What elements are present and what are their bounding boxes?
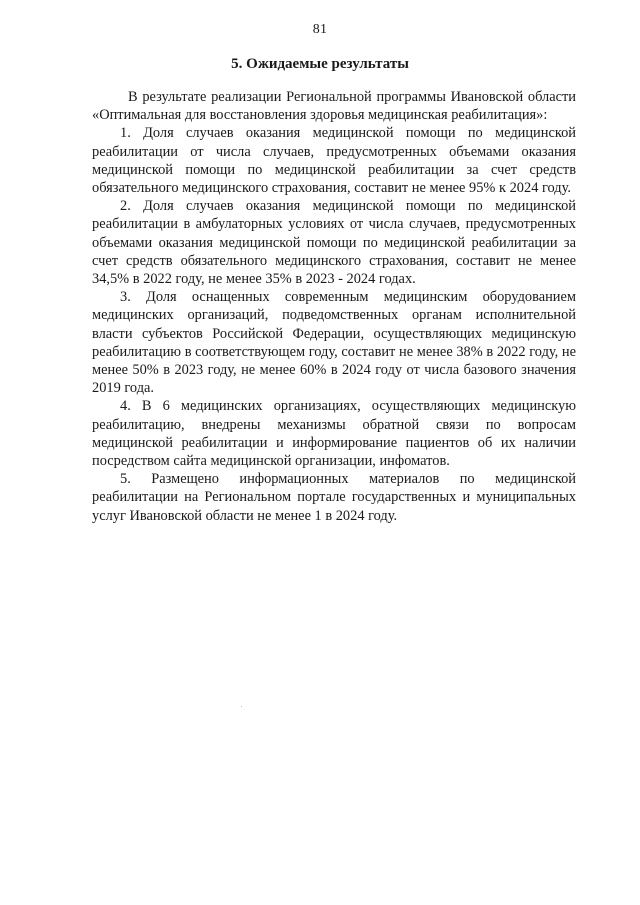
scan-speck bbox=[241, 706, 242, 707]
page-number: 81 bbox=[312, 22, 328, 37]
result-item-5: 5. Размещено информационных материалов по медицинской реабилитации на Региональном портале государственных и муниципальных услуг Ивановской области не менее 1 в 2024 году. bbox=[92, 471, 576, 524]
result-item-2: 2. Доля случаев оказания медицинской помощи по медицинской реабилитации в амбулаторных условиях от числа случаев, предусмотренных объемами оказания медицинской помощи по медицинской реабилитации за счет средств обязательного медицинского страхования, составит не менее 34,5% в 2022 году, не менее 35% в 2023 - 2024 годах. bbox=[92, 198, 576, 288]
result-item-4: 4. В 6 медицинских организациях, осуществляющих медицинскую реабилитацию, внедрены механизмы обратной связи по вопросам медицинской реабилитации и информирование пациентов об их наличии посредством сайта медицинской организации, инфоматов. bbox=[92, 398, 576, 470]
result-item-3: 3. Доля оснащенных современным медицинским оборудованием медицинских организаций, подведомственных органам исполнительной власти субъектов Российской Федерации, осуществляющих медицинскую реабилитацию в соответствующем году, составит не менее 38% в 2022 году, не менее 50% в 2023 году, не менее 60% в 2024 году от числа базового значения 2019 года. bbox=[92, 289, 576, 397]
section-heading: 5. Ожидаемые результаты bbox=[231, 56, 409, 72]
result-item-1: 1. Доля случаев оказания медицинской помощи по медицинской реабилитации от числа случаев, предусмотренных объемами оказания медицинской помощи по медицинской реабилитации за счет средств обязательного медицинского страхования, составит не менее 95% к 2024 году. bbox=[92, 125, 576, 197]
document-body bbox=[92, 88, 576, 525]
intro-paragraph: В результате реализации Региональной программы Ивановской области «Оптимальная для восстановления здоровья медицинская реабилитация»: bbox=[92, 89, 576, 124]
